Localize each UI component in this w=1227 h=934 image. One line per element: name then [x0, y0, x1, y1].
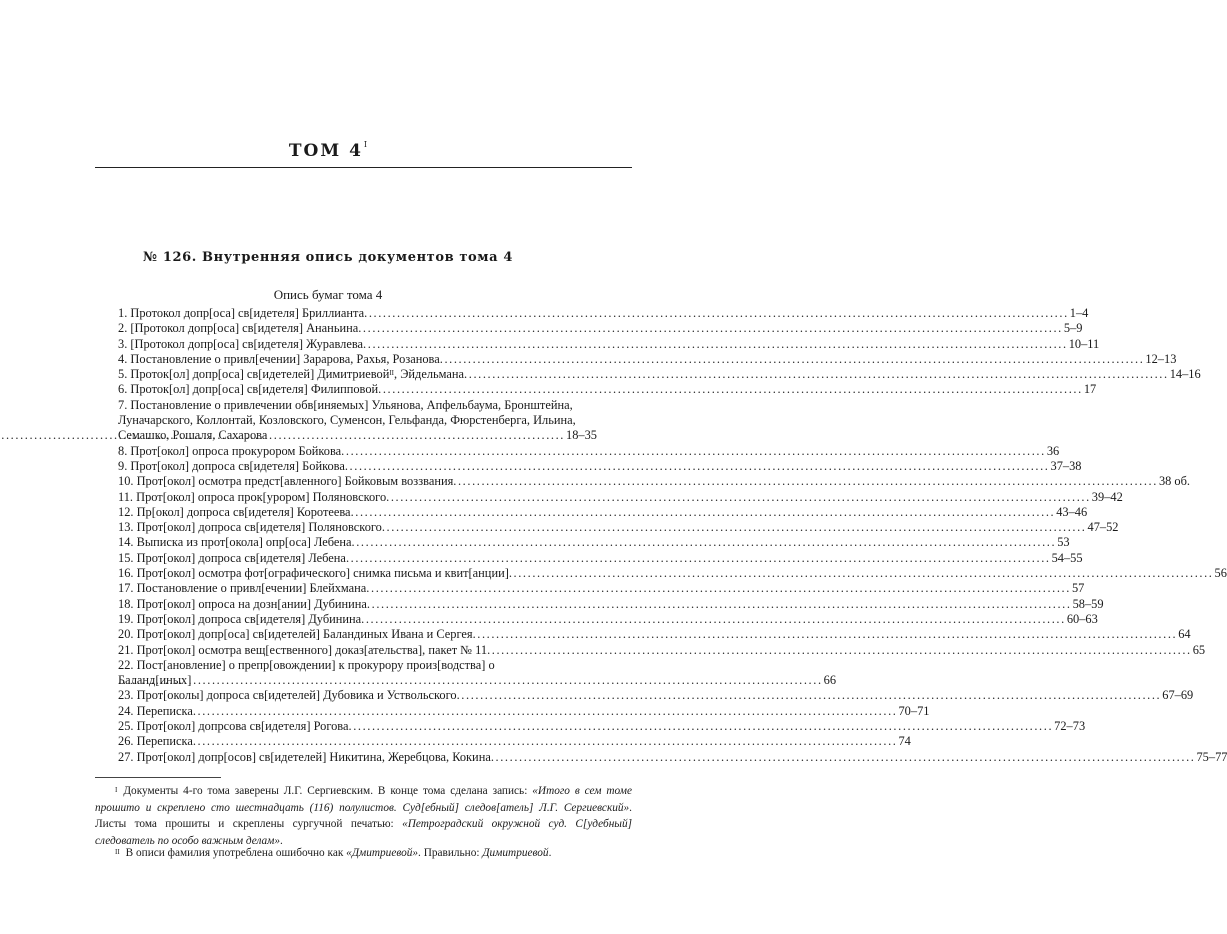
- footnote-mark: II: [389, 369, 395, 378]
- list-item: [118, 520, 1119, 535]
- dot-leader: [118, 673, 823, 688]
- item-label-tail: , Эйдельмана: [394, 367, 465, 382]
- item-label: 9. Прот[окол] допроса св[идетеля] Бойкова: [118, 458, 345, 473]
- footnote-text: В описи фамилия употреблена ошибочно как: [125, 847, 347, 859]
- item-pages: 57: [1071, 581, 1085, 596]
- document-heading: № 126. Внутренняя опись документов тома 4: [143, 250, 513, 265]
- item-label: 12. Пр[окол] допроса св[идетеля] Коротеева: [118, 504, 351, 519]
- footnote: [95, 845, 632, 862]
- list-item: [118, 489, 1123, 505]
- list-title: Опись бумаг тома 4: [273, 287, 383, 302]
- list-item: [118, 336, 1100, 352]
- dot-leader: [378, 382, 1083, 397]
- item-pages: 38 об.: [1158, 474, 1191, 489]
- item-pages: 5–9: [1063, 321, 1083, 336]
- footnote: [95, 783, 632, 849]
- item-pages: 67–69: [1162, 688, 1194, 703]
- item-pages: 53: [1057, 535, 1070, 550]
- dot-leader: [352, 535, 1057, 550]
- list-item: [118, 627, 1191, 642]
- item-pages: 14–16: [1169, 367, 1201, 382]
- list-item: [118, 535, 1070, 550]
- dot-leader: [0, 428, 565, 443]
- item-pages: 17: [1083, 382, 1097, 397]
- footnote-mark: I: [115, 786, 118, 794]
- footnote-mark: II: [115, 848, 120, 856]
- footnote-quote: «Итого в сем томе прошито и скреплено сто шестнадцать (116) полулистов. Суд[ебный] следов[атель] Л.Г. Сергиевский»: [95, 785, 633, 814]
- item-label: 7. Постановление о привлечении обв[иняемых] Ульянова, Апфельбаума, Бронштейна, Луначарского, Коллонтай, Козловского, Суменсон, Гельфанда, Фюрстенберга, Ильина, Семашко, Рошаля, Сахарова: [118, 397, 576, 443]
- item-pages: 10–11: [1068, 336, 1100, 351]
- list-item-pages-row: [118, 428, 597, 443]
- dot-leader: [386, 490, 1091, 505]
- list-item: [118, 688, 1194, 703]
- inventory-list: [118, 306, 1227, 765]
- item-label: 27. Прот[окол] допр[осов] св[идетелей] Никитина, Жеребцова, Кокина: [118, 749, 491, 764]
- item-label: 20. Прот[окол] допр[оса] св[идетелей] Баландиных Ивана и Сергея: [118, 627, 473, 642]
- item-label: 1. Протокол допр[оса] св[идетеля] Бриллианта: [118, 306, 365, 320]
- item-pages: 74: [898, 734, 911, 749]
- item-label: 15. Прот[окол] допроса св[идетеля] Лебена: [118, 550, 346, 565]
- footnote-quote: «Дмитриевой»: [346, 847, 419, 859]
- dot-leader: [473, 627, 1178, 642]
- item-pages: 72–73: [1054, 719, 1086, 734]
- footnote-text: . Правильно:: [418, 847, 483, 859]
- item-label: 26. Переписка: [118, 734, 193, 749]
- list-item: [118, 443, 1060, 459]
- item-pages: 54–55: [1051, 550, 1083, 565]
- item-pages: 37–38: [1050, 458, 1082, 473]
- item-label: 8. Прот[окол] опроса прокурором Бойкова: [118, 443, 342, 458]
- item-label: 11. Прот[окол] опроса прок[урором] Поляновского: [118, 489, 387, 504]
- item-label: 24. Переписка: [118, 703, 193, 718]
- footnote-quote: Димитриевой: [482, 847, 549, 859]
- item-pages: 43–46: [1056, 504, 1088, 519]
- item-pages: 65: [1192, 642, 1206, 657]
- list-item: [118, 382, 1097, 397]
- list-item: [118, 504, 1088, 520]
- dot-leader: [361, 612, 1066, 627]
- dot-leader: [464, 367, 1169, 382]
- list-item: [118, 719, 1086, 734]
- list-item: [118, 596, 1104, 612]
- item-label: 22. Пост[ановление] о препр[овождении] к прокурору произ[водства] о Баланд[иных]: [118, 657, 495, 688]
- volume-footnote-mark: I: [363, 140, 368, 149]
- list-item: [118, 611, 1098, 627]
- dot-leader: [491, 750, 1196, 765]
- dot-leader: [382, 520, 1087, 535]
- dot-leader: [487, 643, 1192, 658]
- item-pages: 58–59: [1072, 596, 1104, 611]
- footnote-text: .: [280, 834, 283, 847]
- title-rule: [95, 167, 632, 168]
- footnote-text: Документы 4-го тома заверены Л.Г. Сергиевским. В конце тома сделана запись:: [123, 785, 533, 797]
- dot-leader: [349, 719, 1054, 734]
- item-label: 13. Прот[окол] допроса св[идетеля] Поляновского: [118, 520, 382, 535]
- list-item: [118, 581, 1085, 596]
- item-pages: 60–63: [1066, 611, 1098, 626]
- dot-leader: [193, 734, 898, 749]
- list-item: [118, 351, 1177, 367]
- item-pages: 56: [1214, 566, 1227, 581]
- dot-leader: [345, 459, 1050, 474]
- dot-leader: [346, 551, 1051, 566]
- item-pages: 12–13: [1145, 351, 1177, 366]
- item-pages: 66: [823, 673, 837, 688]
- footnote-text: . Листы тома прошиты и скреплены сургучной печатью:: [95, 801, 632, 831]
- item-label: 3. [Протокол допр[оса] св[идетеля] Журавлева: [118, 336, 364, 351]
- list-item-pages-row: [118, 673, 837, 688]
- list-item: [118, 703, 930, 719]
- item-label: 18. Прот[окол] опроса на дозн[ании] Дубинина: [118, 596, 367, 611]
- list-item: [118, 566, 1227, 581]
- dot-leader: [367, 597, 1072, 612]
- list-item: [118, 749, 1227, 765]
- list-item: [118, 550, 1083, 566]
- dot-leader: [457, 688, 1162, 703]
- item-label: 2. [Протокол допр[оса] св[идетеля] Ананьина: [118, 321, 359, 336]
- volume-title-text: ТОМ 4: [288, 141, 363, 161]
- item-pages: 39–42: [1091, 489, 1123, 504]
- item-label: [118, 367, 464, 382]
- footnote-quote: «Петроградский окружной суд. С[удебный] следователь по особо важным делам»: [95, 818, 632, 847]
- item-label: 21. Прот[окол] осмотра вещ[ественного] доказ[ательства], пакет № 11: [118, 642, 488, 657]
- list-item: [118, 306, 1089, 321]
- item-label: 16. Прот[окол] осмотра фот[ографического] снимка письма и квит[анции]: [118, 566, 509, 581]
- item-label: 23. Прот[околы] допроса св[идетелей] Дубовика и Уствольского: [118, 688, 457, 703]
- dot-leader: [358, 321, 1063, 336]
- dot-leader: [366, 581, 1071, 596]
- list-item: [118, 474, 1191, 489]
- list-item: [118, 458, 1082, 474]
- list-item: [118, 734, 911, 749]
- item-label: 6. Проток[ол] допр[оса] св[идетеля] Филипповой: [118, 382, 379, 397]
- list-item: [118, 642, 1206, 658]
- dot-leader: [509, 566, 1214, 581]
- item-label: 14. Выписка из прот[окола] опр[оса] Лебена: [118, 535, 352, 550]
- item-label: 25. Прот[окол] допрсова св[идетеля] Рогова: [118, 719, 349, 734]
- dot-leader: [453, 474, 1158, 489]
- item-pages: 64: [1178, 627, 1191, 642]
- dot-leader: [440, 352, 1145, 367]
- footnote-rule: [95, 777, 221, 778]
- item-pages: 18–35: [566, 428, 597, 443]
- item-pages: 70–71: [898, 703, 930, 718]
- item-label: 17. Постановление о привл[ечении] Блейхмана: [118, 581, 367, 596]
- item-pages: 1–4: [1069, 306, 1089, 320]
- item-pages: 47–52: [1087, 520, 1119, 535]
- list-item: [118, 321, 1083, 336]
- dot-leader: [364, 306, 1069, 321]
- list-item: [118, 367, 1201, 382]
- dot-leader: [193, 704, 898, 719]
- item-label-text: 5. Проток[ол] допр[оса] св[идетелей] Димитриевой: [118, 367, 390, 382]
- item-label: 10. Прот[окол] осмотра предст[авленного] Бойковым воззвания: [118, 474, 454, 489]
- dot-leader: [363, 337, 1068, 352]
- item-pages: 36: [1046, 443, 1060, 458]
- dot-leader: [341, 444, 1046, 459]
- footnote-text: .: [548, 847, 552, 859]
- item-label: 19. Прот[окол] допроса св[идетеля] Дубинина: [118, 611, 362, 626]
- volume-title: [0, 141, 656, 161]
- item-label: 4. Постановление о привл[ечении] Зарарова, Рахья, Розанова: [118, 351, 440, 366]
- item-pages: 75–77: [1196, 749, 1227, 764]
- dot-leader: [351, 505, 1056, 520]
